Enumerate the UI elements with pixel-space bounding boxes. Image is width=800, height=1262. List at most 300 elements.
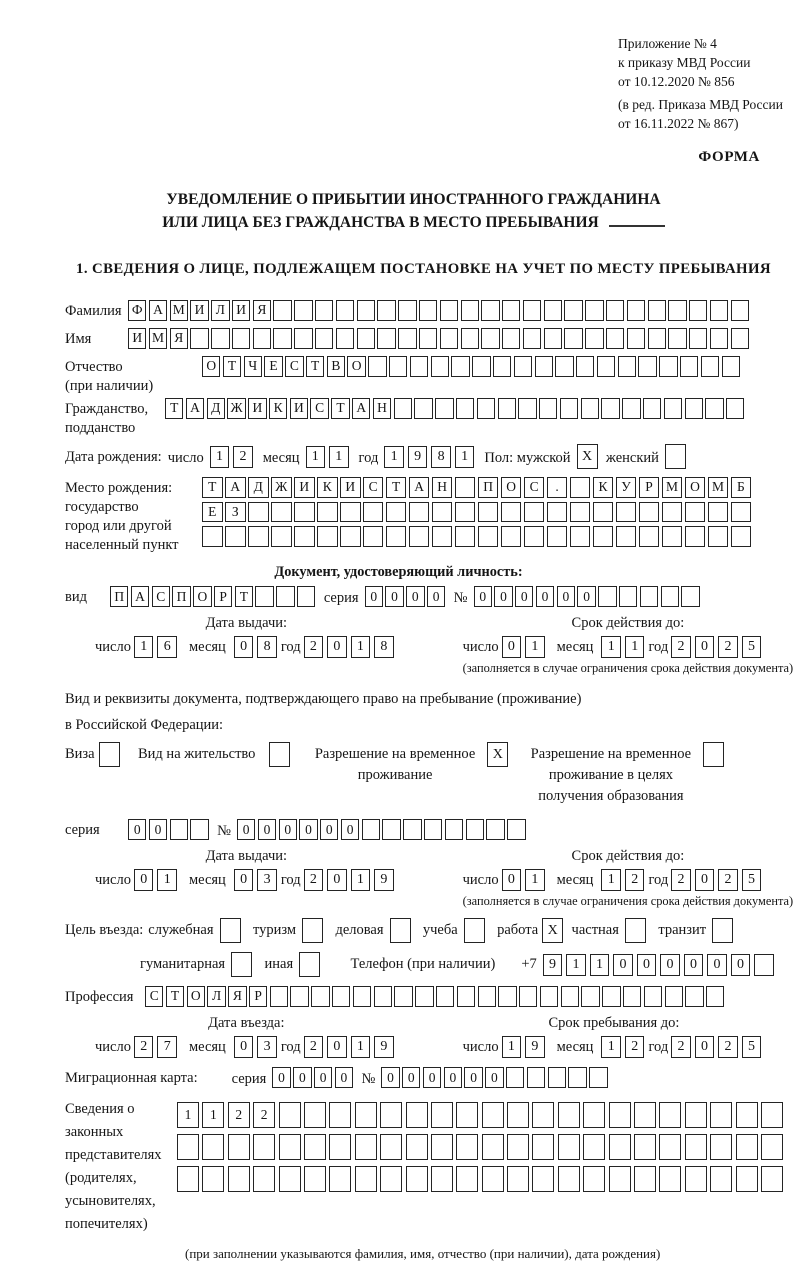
doc-issue-year[interactable]: [304, 636, 398, 658]
char-cell[interactable]: [270, 986, 288, 1007]
char-cell[interactable]: 0: [474, 586, 492, 607]
char-cell[interactable]: 2: [718, 636, 738, 658]
char-cell[interactable]: С: [363, 477, 384, 498]
char-cell[interactable]: [712, 918, 733, 943]
char-cell[interactable]: [761, 1134, 783, 1160]
char-cell[interactable]: 0: [381, 1067, 399, 1088]
char-cell[interactable]: [502, 300, 520, 321]
char-cell[interactable]: 0: [557, 586, 575, 607]
char-cell[interactable]: [665, 986, 683, 1007]
char-cell[interactable]: [332, 986, 350, 1007]
purpose-work-checkbox[interactable]: [542, 918, 565, 943]
char-cell[interactable]: 0: [272, 1067, 290, 1088]
char-cell[interactable]: 8: [374, 636, 394, 658]
doc-series-field[interactable]: [365, 586, 448, 607]
purpose-transit-checkbox[interactable]: [712, 918, 735, 943]
char-cell[interactable]: [560, 398, 578, 419]
char-cell[interactable]: [708, 526, 729, 547]
stay-month[interactable]: [601, 1036, 648, 1058]
char-cell[interactable]: [248, 526, 269, 547]
char-cell[interactable]: [680, 356, 698, 377]
char-cell[interactable]: [640, 586, 658, 607]
char-cell[interactable]: [685, 502, 706, 523]
char-cell[interactable]: [377, 328, 395, 349]
char-cell[interactable]: [486, 819, 504, 840]
char-cell[interactable]: 3: [257, 869, 277, 891]
char-cell[interactable]: [340, 502, 361, 523]
char-cell[interactable]: [708, 502, 729, 523]
char-cell[interactable]: Л: [207, 986, 225, 1007]
char-cell[interactable]: 5: [742, 1036, 762, 1058]
char-cell[interactable]: [271, 526, 292, 547]
char-cell[interactable]: 2: [718, 869, 738, 891]
entry-month[interactable]: [234, 1036, 281, 1058]
char-cell[interactable]: [329, 1102, 351, 1128]
char-cell[interactable]: 0: [536, 586, 554, 607]
char-cell[interactable]: 1: [625, 636, 645, 658]
char-cell[interactable]: 0: [684, 954, 704, 976]
char-cell[interactable]: [519, 986, 537, 1007]
char-cell[interactable]: [253, 328, 271, 349]
char-cell[interactable]: И: [232, 300, 250, 321]
char-cell[interactable]: [555, 356, 573, 377]
residence-number-field[interactable]: [237, 819, 528, 840]
temp-residence-checkbox[interactable]: [487, 742, 510, 767]
char-cell[interactable]: Т: [306, 356, 324, 377]
char-cell[interactable]: [315, 328, 333, 349]
char-cell[interactable]: [638, 356, 656, 377]
char-cell[interactable]: 0: [149, 819, 167, 840]
char-cell[interactable]: [406, 1102, 428, 1128]
char-cell[interactable]: О: [202, 356, 220, 377]
purpose-tourism-checkbox[interactable]: [302, 918, 325, 943]
char-cell[interactable]: О: [685, 477, 706, 498]
char-cell[interactable]: 1: [329, 446, 349, 468]
char-cell[interactable]: [583, 1134, 605, 1160]
char-cell[interactable]: М: [662, 477, 683, 498]
char-cell[interactable]: 2: [134, 1036, 154, 1058]
char-cell[interactable]: [648, 300, 666, 321]
char-cell[interactable]: 1: [525, 869, 545, 891]
char-cell[interactable]: [457, 986, 475, 1007]
char-cell[interactable]: [355, 1166, 377, 1192]
char-cell[interactable]: [410, 356, 428, 377]
char-cell[interactable]: [456, 1102, 478, 1128]
residence-valid-year[interactable]: [671, 869, 765, 891]
char-cell[interactable]: [548, 1067, 566, 1088]
char-cell[interactable]: [482, 1134, 504, 1160]
char-cell[interactable]: [99, 742, 120, 767]
purpose-official-checkbox[interactable]: [220, 918, 243, 943]
char-cell[interactable]: [290, 986, 308, 1007]
char-cell[interactable]: 0: [293, 1067, 311, 1088]
char-cell[interactable]: 2: [304, 1036, 324, 1058]
char-cell[interactable]: И: [290, 398, 308, 419]
char-cell[interactable]: 6: [157, 636, 177, 658]
char-cell[interactable]: [380, 1102, 402, 1128]
char-cell[interactable]: С: [285, 356, 303, 377]
char-cell[interactable]: [722, 356, 740, 377]
char-cell[interactable]: [304, 1134, 326, 1160]
char-cell[interactable]: 0: [365, 586, 383, 607]
char-cell[interactable]: X: [542, 918, 563, 943]
char-cell[interactable]: [597, 356, 615, 377]
char-cell[interactable]: 0: [128, 819, 146, 840]
char-cell[interactable]: [456, 398, 474, 419]
char-cell[interactable]: [228, 1134, 250, 1160]
birth-place-row-1[interactable]: [202, 477, 754, 498]
char-cell[interactable]: [355, 1134, 377, 1160]
char-cell[interactable]: 1: [590, 954, 610, 976]
purpose-private-checkbox[interactable]: [625, 918, 648, 943]
char-cell[interactable]: [585, 300, 603, 321]
char-cell[interactable]: [336, 300, 354, 321]
char-cell[interactable]: [478, 502, 499, 523]
char-cell[interactable]: [478, 986, 496, 1007]
char-cell[interactable]: [493, 356, 511, 377]
doc-valid-month[interactable]: [601, 636, 648, 658]
char-cell[interactable]: [228, 1166, 250, 1192]
char-cell[interactable]: [639, 526, 660, 547]
char-cell[interactable]: [532, 1166, 554, 1192]
purpose-humanitarian-checkbox[interactable]: [231, 952, 254, 977]
char-cell[interactable]: Е: [264, 356, 282, 377]
char-cell[interactable]: М: [149, 328, 167, 349]
char-cell[interactable]: В: [327, 356, 345, 377]
char-cell[interactable]: [340, 526, 361, 547]
char-cell[interactable]: [583, 1102, 605, 1128]
char-cell[interactable]: 1: [384, 446, 404, 468]
char-cell[interactable]: 0: [279, 819, 297, 840]
char-cell[interactable]: 1: [525, 636, 545, 658]
char-cell[interactable]: 0: [444, 1067, 462, 1088]
char-cell[interactable]: [414, 398, 432, 419]
char-cell[interactable]: [706, 986, 724, 1007]
char-cell[interactable]: 3: [257, 1036, 277, 1058]
char-cell[interactable]: [357, 300, 375, 321]
char-cell[interactable]: Т: [202, 477, 223, 498]
char-cell[interactable]: [501, 502, 522, 523]
residence-permit-checkbox[interactable]: [269, 742, 292, 767]
char-cell[interactable]: [703, 742, 724, 767]
char-cell[interactable]: 0: [577, 586, 595, 607]
char-cell[interactable]: [432, 502, 453, 523]
char-cell[interactable]: [585, 328, 603, 349]
char-cell[interactable]: [386, 502, 407, 523]
char-cell[interactable]: 1: [502, 1036, 522, 1058]
char-cell[interactable]: А: [409, 477, 430, 498]
char-cell[interactable]: [363, 526, 384, 547]
char-cell[interactable]: [279, 1166, 301, 1192]
char-cell[interactable]: 0: [613, 954, 633, 976]
doc-issue-month[interactable]: [234, 636, 281, 658]
char-cell[interactable]: [616, 502, 637, 523]
char-cell[interactable]: [406, 1166, 428, 1192]
char-cell[interactable]: [363, 502, 384, 523]
char-cell[interactable]: [368, 356, 386, 377]
char-cell[interactable]: 0: [695, 1036, 715, 1058]
char-cell[interactable]: [685, 398, 703, 419]
char-cell[interactable]: 0: [515, 586, 533, 607]
char-cell[interactable]: 7: [157, 1036, 177, 1058]
char-cell[interactable]: 2: [671, 869, 691, 891]
char-cell[interactable]: 0: [234, 1036, 254, 1058]
char-cell[interactable]: Я: [170, 328, 188, 349]
char-cell[interactable]: [731, 300, 749, 321]
char-cell[interactable]: [625, 918, 646, 943]
stay-year[interactable]: [671, 1036, 765, 1058]
char-cell[interactable]: 0: [385, 586, 403, 607]
char-cell[interactable]: [248, 502, 269, 523]
char-cell[interactable]: 0: [695, 869, 715, 891]
char-cell[interactable]: 0: [134, 869, 154, 891]
residence-issue-day[interactable]: [134, 869, 181, 891]
char-cell[interactable]: [634, 1134, 656, 1160]
char-cell[interactable]: [253, 1166, 275, 1192]
char-cell[interactable]: [644, 986, 662, 1007]
char-cell[interactable]: [761, 1166, 783, 1192]
char-cell[interactable]: 1: [157, 869, 177, 891]
char-cell[interactable]: И: [340, 477, 361, 498]
char-cell[interactable]: [535, 356, 553, 377]
char-cell[interactable]: [431, 1166, 453, 1192]
char-cell[interactable]: [477, 398, 495, 419]
char-cell[interactable]: 1: [306, 446, 326, 468]
char-cell[interactable]: Ж: [271, 477, 292, 498]
char-cell[interactable]: 8: [431, 446, 451, 468]
char-cell[interactable]: [299, 952, 320, 977]
char-cell[interactable]: [304, 1102, 326, 1128]
char-cell[interactable]: [527, 1067, 545, 1088]
char-cell[interactable]: [311, 986, 329, 1007]
birth-place-row-3[interactable]: [202, 526, 754, 547]
char-cell[interactable]: [501, 526, 522, 547]
char-cell[interactable]: 0: [660, 954, 680, 976]
profession-field[interactable]: [145, 986, 727, 1007]
char-cell[interactable]: [507, 1134, 529, 1160]
char-cell[interactable]: [523, 328, 541, 349]
char-cell[interactable]: Ч: [244, 356, 262, 377]
char-cell[interactable]: Я: [253, 300, 271, 321]
char-cell[interactable]: [627, 328, 645, 349]
char-cell[interactable]: [558, 1134, 580, 1160]
char-cell[interactable]: 1: [351, 869, 371, 891]
char-cell[interactable]: [564, 300, 582, 321]
char-cell[interactable]: [726, 398, 744, 419]
birth-year-field[interactable]: [384, 446, 478, 468]
purpose-study-checkbox[interactable]: [464, 918, 487, 943]
char-cell[interactable]: С: [524, 477, 545, 498]
char-cell[interactable]: [482, 1166, 504, 1192]
char-cell[interactable]: [362, 819, 380, 840]
char-cell[interactable]: [507, 819, 525, 840]
char-cell[interactable]: [232, 328, 250, 349]
char-cell[interactable]: М: [708, 477, 729, 498]
char-cell[interactable]: У: [616, 477, 637, 498]
migration-series-field[interactable]: [272, 1067, 355, 1088]
birth-month-field[interactable]: [306, 446, 353, 468]
char-cell[interactable]: [668, 328, 686, 349]
char-cell[interactable]: 0: [327, 1036, 347, 1058]
char-cell[interactable]: [639, 502, 660, 523]
char-cell[interactable]: [544, 300, 562, 321]
char-cell[interactable]: 1: [202, 1102, 224, 1128]
char-cell[interactable]: 2: [625, 1036, 645, 1058]
char-cell[interactable]: [403, 819, 421, 840]
char-cell[interactable]: [380, 1134, 402, 1160]
char-cell[interactable]: 5: [742, 636, 762, 658]
char-cell[interactable]: [643, 398, 661, 419]
char-cell[interactable]: [279, 1134, 301, 1160]
char-cell[interactable]: 5: [742, 869, 762, 891]
char-cell[interactable]: [581, 986, 599, 1007]
char-cell[interactable]: [736, 1102, 758, 1128]
doc-number-field[interactable]: [474, 586, 703, 607]
birth-place-row-2[interactable]: [202, 502, 754, 523]
char-cell[interactable]: 0: [320, 819, 338, 840]
char-cell[interactable]: С: [145, 986, 163, 1007]
char-cell[interactable]: 0: [406, 586, 424, 607]
entry-day[interactable]: [134, 1036, 181, 1058]
char-cell[interactable]: [276, 586, 294, 607]
char-cell[interactable]: [736, 1166, 758, 1192]
char-cell[interactable]: 0: [731, 954, 751, 976]
char-cell[interactable]: 0: [327, 636, 347, 658]
char-cell[interactable]: [502, 328, 520, 349]
char-cell[interactable]: [701, 356, 719, 377]
char-cell[interactable]: [294, 526, 315, 547]
char-cell[interactable]: Н: [373, 398, 391, 419]
char-cell[interactable]: Я: [228, 986, 246, 1007]
char-cell[interactable]: [601, 398, 619, 419]
char-cell[interactable]: [419, 300, 437, 321]
char-cell[interactable]: [317, 502, 338, 523]
char-cell[interactable]: [170, 819, 188, 840]
char-cell[interactable]: [627, 300, 645, 321]
birth-day-field[interactable]: [210, 446, 257, 468]
char-cell[interactable]: З: [225, 502, 246, 523]
char-cell[interactable]: [619, 586, 637, 607]
char-cell[interactable]: [482, 1102, 504, 1128]
char-cell[interactable]: А: [131, 586, 149, 607]
char-cell[interactable]: [455, 477, 476, 498]
char-cell[interactable]: 0: [637, 954, 657, 976]
char-cell[interactable]: 0: [341, 819, 359, 840]
char-cell[interactable]: [432, 526, 453, 547]
char-cell[interactable]: [685, 1102, 707, 1128]
doc-issue-day[interactable]: [134, 636, 181, 658]
char-cell[interactable]: [659, 1134, 681, 1160]
char-cell[interactable]: [539, 398, 557, 419]
char-cell[interactable]: Т: [166, 986, 184, 1007]
char-cell[interactable]: [731, 526, 752, 547]
char-cell[interactable]: Т: [386, 477, 407, 498]
char-cell[interactable]: [317, 526, 338, 547]
char-cell[interactable]: [498, 986, 516, 1007]
char-cell[interactable]: М: [170, 300, 188, 321]
char-cell[interactable]: [336, 328, 354, 349]
char-cell[interactable]: Т: [165, 398, 183, 419]
char-cell[interactable]: 2: [718, 1036, 738, 1058]
char-cell[interactable]: 0: [258, 819, 276, 840]
char-cell[interactable]: [255, 586, 273, 607]
char-cell[interactable]: С: [310, 398, 328, 419]
char-cell[interactable]: [685, 526, 706, 547]
char-cell[interactable]: [681, 586, 699, 607]
purpose-business-checkbox[interactable]: [390, 918, 413, 943]
char-cell[interactable]: [374, 986, 392, 1007]
char-cell[interactable]: [532, 1102, 554, 1128]
char-cell[interactable]: [445, 819, 463, 840]
entry-year[interactable]: [304, 1036, 398, 1058]
char-cell[interactable]: 1: [134, 636, 154, 658]
char-cell[interactable]: [622, 398, 640, 419]
stay-day[interactable]: [502, 1036, 549, 1058]
char-cell[interactable]: [273, 328, 291, 349]
char-cell[interactable]: П: [478, 477, 499, 498]
char-cell[interactable]: [294, 502, 315, 523]
char-cell[interactable]: Д: [207, 398, 225, 419]
char-cell[interactable]: [271, 502, 292, 523]
char-cell[interactable]: [606, 328, 624, 349]
char-cell[interactable]: [547, 502, 568, 523]
char-cell[interactable]: [455, 502, 476, 523]
char-cell[interactable]: [355, 1102, 377, 1128]
char-cell[interactable]: [540, 986, 558, 1007]
char-cell[interactable]: [273, 300, 291, 321]
char-cell[interactable]: [710, 1166, 732, 1192]
residence-valid-day[interactable]: [502, 869, 549, 891]
char-cell[interactable]: Ф: [128, 300, 146, 321]
char-cell[interactable]: 0: [327, 869, 347, 891]
char-cell[interactable]: 0: [464, 1067, 482, 1088]
char-cell[interactable]: 0: [427, 586, 445, 607]
char-cell[interactable]: 0: [402, 1067, 420, 1088]
edu-residence-checkbox[interactable]: [703, 742, 726, 767]
char-cell[interactable]: Т: [235, 586, 253, 607]
char-cell[interactable]: К: [269, 398, 287, 419]
char-cell[interactable]: [506, 1067, 524, 1088]
char-cell[interactable]: [634, 1166, 656, 1192]
char-cell[interactable]: [710, 1134, 732, 1160]
char-cell[interactable]: [616, 526, 637, 547]
char-cell[interactable]: [382, 819, 400, 840]
char-cell[interactable]: 0: [335, 1067, 353, 1088]
char-cell[interactable]: 9: [408, 446, 428, 468]
char-cell[interactable]: И: [128, 328, 146, 349]
char-cell[interactable]: 1: [601, 1036, 621, 1058]
char-cell[interactable]: [662, 526, 683, 547]
char-cell[interactable]: 2: [304, 636, 324, 658]
char-cell[interactable]: [398, 300, 416, 321]
char-cell[interactable]: [220, 918, 241, 943]
char-cell[interactable]: К: [593, 477, 614, 498]
char-cell[interactable]: О: [187, 986, 205, 1007]
char-cell[interactable]: [609, 1166, 631, 1192]
char-cell[interactable]: [481, 328, 499, 349]
char-cell[interactable]: [431, 1102, 453, 1128]
char-cell[interactable]: 0: [502, 869, 522, 891]
char-cell[interactable]: [589, 1067, 607, 1088]
char-cell[interactable]: 9: [543, 954, 563, 976]
migration-number-field[interactable]: [381, 1067, 610, 1088]
char-cell[interactable]: [648, 328, 666, 349]
char-cell[interactable]: [440, 300, 458, 321]
char-cell[interactable]: [524, 526, 545, 547]
residence-series-field[interactable]: [128, 819, 211, 840]
char-cell[interactable]: [518, 398, 536, 419]
char-cell[interactable]: Р: [639, 477, 660, 498]
